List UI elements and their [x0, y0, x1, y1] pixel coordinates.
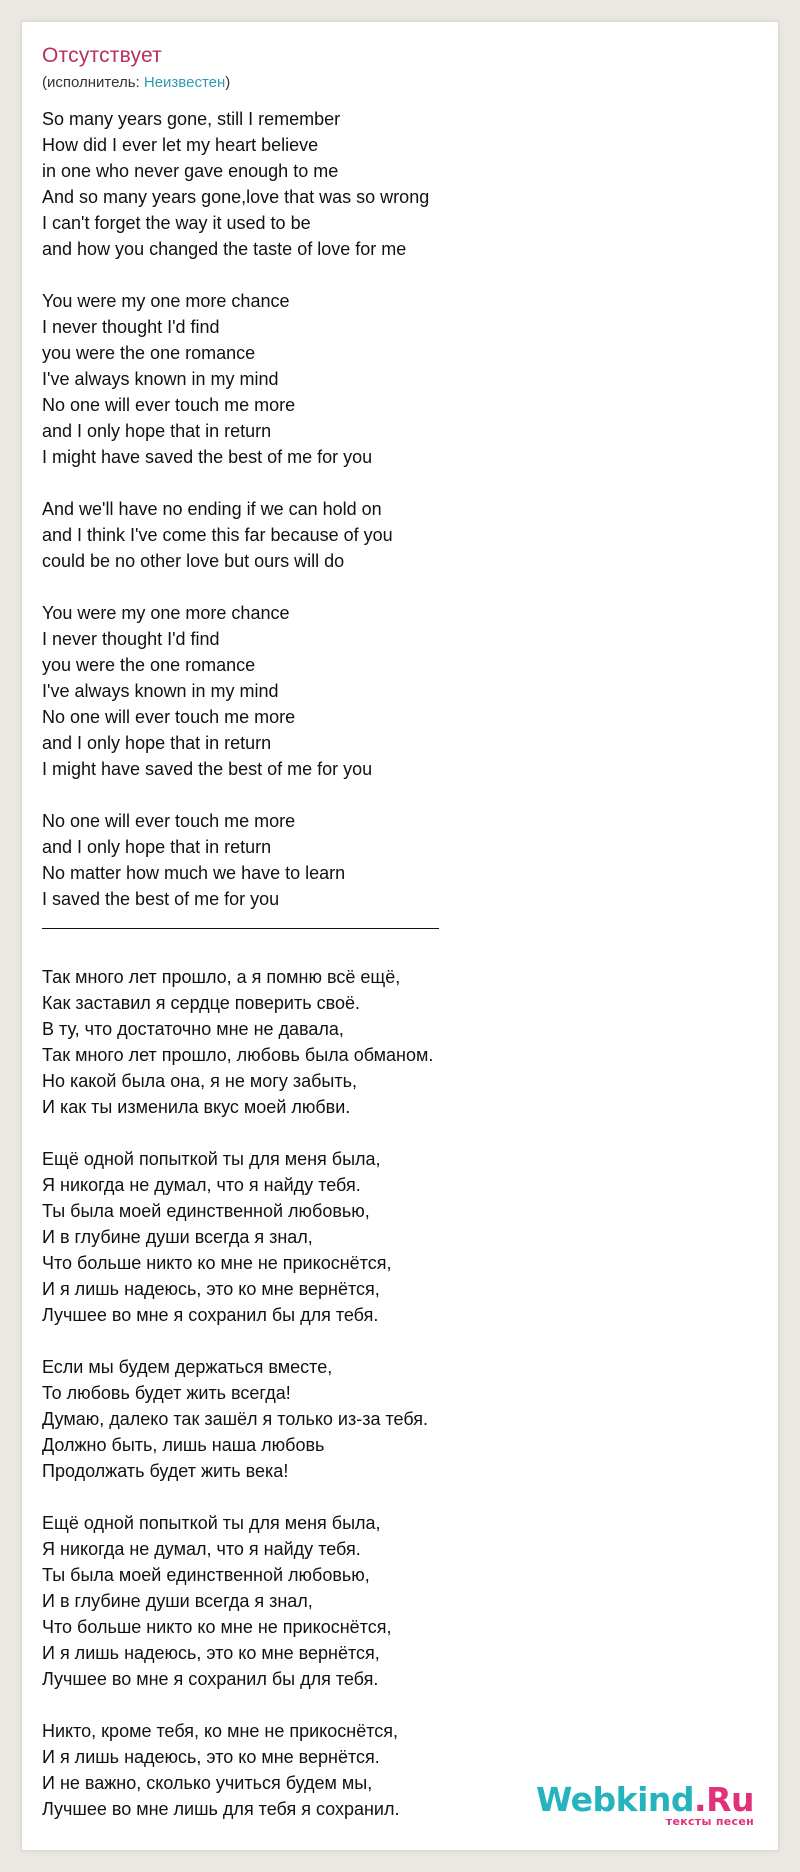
artist-line — [42, 74, 230, 91]
lyric-line: То любовь будет жить всегда! — [42, 1383, 291, 1403]
logo-brand — [535, 1780, 754, 1819]
lyric-line: I've always known in my mind — [42, 369, 279, 389]
lyric-line: Так много лет прошло, любовь была обманом. — [42, 1045, 434, 1065]
lyric-line: Я никогда не думал, что я найду тебя. — [42, 1539, 361, 1559]
lyric-line: I might have saved the best of me for you — [42, 759, 373, 779]
lyric-line: I might have saved the best of me for you — [42, 447, 373, 467]
lyric-line: and I think I've come this far because of you — [42, 525, 393, 545]
lyrics-blank-line — [42, 470, 742, 496]
logo-brand-tld: .Ru — [694, 1780, 754, 1819]
lyric-line: I never thought I'd find — [42, 317, 220, 337]
lyric-line: No matter how much we have to learn — [42, 863, 346, 883]
lyric-line: Ты была моей единственной любовью, — [42, 1565, 370, 1585]
lyric-line: Как заставил я сердце поверить своё. — [42, 993, 360, 1013]
lyric-line: and how you changed the taste of love for me — [42, 239, 407, 259]
lyric-line: Ещё одной попыткой ты для меня была, — [42, 1513, 381, 1533]
logo-brand-name: Webkind — [535, 1780, 695, 1819]
artist-link[interactable]: Неизвестен — [143, 74, 226, 91]
song-title: Отсутствует — [42, 44, 162, 67]
lyric-line: Лучшее во мне лишь для тебя я сохранил. — [42, 1799, 400, 1819]
lyrics-card — [22, 22, 778, 1850]
lyric-line: Так много лет прошло, а я помню всё ещё, — [42, 967, 401, 987]
lyric-line: Продолжать будет жить века! — [42, 1461, 289, 1481]
lyrics-blank-line — [42, 262, 742, 288]
artist-suffix: ) — [225, 74, 231, 91]
lyric-line: Лучшее во мне я сохранил бы для тебя. — [42, 1305, 379, 1325]
lyrics-body — [42, 106, 742, 1822]
lyric-line: И я лишь надеюсь, это ко мне вернётся. — [42, 1747, 380, 1767]
lyric-line: Но какой была она, я не могу забыть, — [42, 1071, 357, 1091]
lyric-line: Что больше никто ко мне не прикоснётся, — [42, 1617, 392, 1637]
lyric-line: I can't forget the way it used to be — [42, 213, 311, 233]
lyric-line: How did I ever let my heart believe — [42, 135, 319, 155]
lyric-line: I've always known in my mind — [42, 681, 279, 701]
lyric-line: and I only hope that in return — [42, 837, 272, 857]
lyric-line: И в глубине души всегда я знал, — [42, 1227, 313, 1247]
lyrics-blank-line — [42, 1120, 742, 1146]
lyric-line: You were my one more chance — [42, 291, 290, 311]
lyric-line: and I only hope that in return — [42, 733, 272, 753]
lyric-line: И не важно, сколько учиться будем мы, — [42, 1773, 373, 1793]
lyric-line: And we'll have no ending if we can hold on — [42, 499, 382, 519]
lyric-line: in one who never gave enough to me — [42, 161, 339, 181]
logo-tagline: тексты песен — [665, 1815, 754, 1828]
lyric-line: В ту, что достаточно мне не давала, — [42, 1019, 344, 1039]
artist-prefix: (исполнитель: — [42, 74, 144, 91]
lyric-line: Думаю, далеко так зашёл я только из-за тебя. — [42, 1409, 428, 1429]
lyric-line: I never thought I'd find — [42, 629, 220, 649]
lyric-line: Я никогда не думал, что я найду тебя. — [42, 1175, 361, 1195]
lyrics-separator — [42, 912, 742, 938]
lyrics-blank-line — [42, 782, 742, 808]
lyric-line: You were my one more chance — [42, 603, 290, 623]
lyric-line: And so many years gone,love that was so wrong — [42, 187, 430, 207]
lyric-line: No one will ever touch me more — [42, 395, 296, 415]
lyrics-blank-line — [42, 1484, 742, 1510]
lyric-line: И я лишь надеюсь, это ко мне вернётся, — [42, 1279, 380, 1299]
lyric-line: Должно быть, лишь наша любовь — [42, 1435, 325, 1455]
lyrics-blank-line — [42, 1692, 742, 1718]
lyrics-blank-line — [42, 938, 742, 964]
lyric-line: И я лишь надеюсь, это ко мне вернётся, — [42, 1643, 380, 1663]
webkind-logo[interactable] — [535, 1780, 754, 1828]
lyric-line: Если мы будем держаться вместе, — [42, 1357, 333, 1377]
lyric-line: you were the one romance — [42, 343, 256, 363]
lyric-line: Ты была моей единственной любовью, — [42, 1201, 370, 1221]
lyric-line: So many years gone, still I remember — [42, 109, 341, 129]
lyric-line: I saved the best of me for you — [42, 889, 280, 909]
lyrics-blank-line — [42, 574, 742, 600]
lyric-line: No one will ever touch me more — [42, 811, 296, 831]
lyric-line: No one will ever touch me more — [42, 707, 296, 727]
lyrics-blank-line — [42, 1328, 742, 1354]
lyric-line: and I only hope that in return — [42, 421, 272, 441]
lyric-line: Что больше никто ко мне не прикоснётся, — [42, 1253, 392, 1273]
lyric-line: И в глубине души всегда я знал, — [42, 1591, 313, 1611]
lyric-line: could be no other love but ours will do — [42, 551, 345, 571]
lyric-line: Лучшее во мне я сохранил бы для тебя. — [42, 1669, 379, 1689]
lyric-line: Ещё одной попыткой ты для меня была, — [42, 1149, 381, 1169]
lyric-line: Никто, кроме тебя, ко мне не прикоснётся, — [42, 1721, 398, 1741]
lyric-line: И как ты изменила вкус моей любви. — [42, 1097, 351, 1117]
lyric-line: you were the one romance — [42, 655, 256, 675]
